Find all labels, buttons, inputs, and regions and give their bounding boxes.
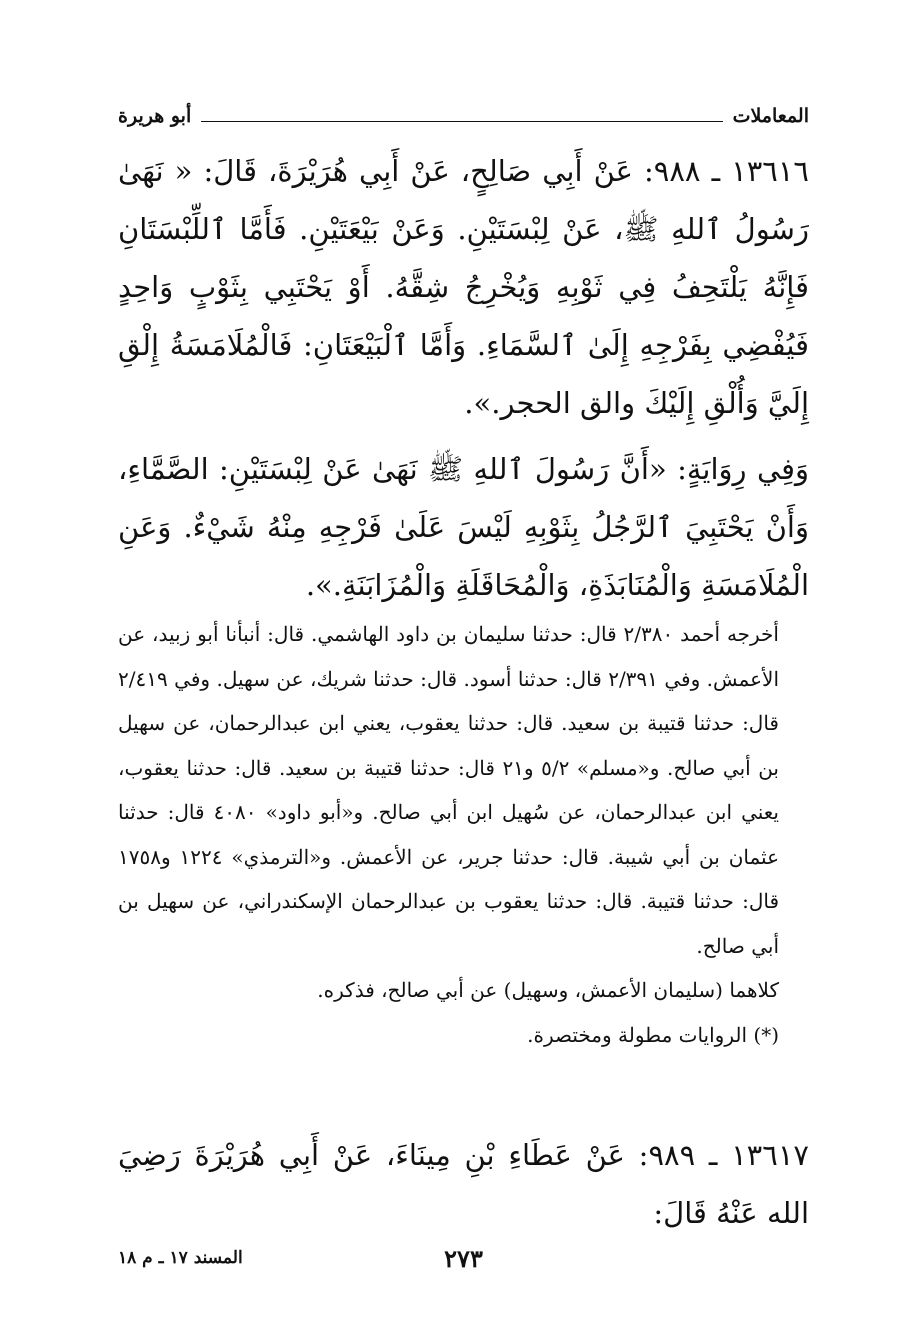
both-narrators-note: كلاهما (سليمان الأعمش، وسهيل) عن أبي صالح، فذكره. (317, 978, 779, 1002)
hadith-989 (118, 1126, 809, 1242)
narrator-name: أبو هريرة (118, 105, 192, 127)
remark-note: (*) الروايات مطولة ومختصرة. (527, 1022, 779, 1047)
running-header (118, 96, 809, 126)
printer-signature: المسند ١٧ ـ م ١٨ (118, 1248, 243, 1268)
page-number: ٢٧٣ (444, 1244, 483, 1273)
hadith-988-text: « نَهَىٰ رَسُولُ ٱللهِ ﷺ، عَنْ لِبْسَتَيْنِ. وَعَنْ بَيْعَتَيْنِ. فَأَمَّا ٱللِّبْسَتَانِ فَإِنَّهُ يَلْتَحِفُ فِي ثَوْبِهِ وَيُخْرِجُ شِقَّهُ. أَوْ يَحْتَبِي بِثَوْبٍ وَاحِدٍ فَيُفْضِي بِفَرْجِهِ إِلَىٰ ٱلسَّمَاءِ. وَأَمَّا ٱلْبَيْعَتَانِ: فَالْمُلَامَسَةُ إِلْقِ إِلَيَّ وَأُلْقِ إِلَيْكَ والق الحجر.». (118, 154, 809, 420)
takhrij-notes (118, 612, 809, 1057)
hadith-988 (118, 142, 809, 614)
hadith-988-opening: ١٣٦١٦ ـ ٩٨٨: عَنْ أَبِي صَالِحٍ، عَنْ أَبِي هُرَيْرَةَ، قَالَ: (203, 154, 810, 188)
header-rule (201, 121, 722, 122)
hadith-988-variant: وَفِي رِوَايَةٍ: «أَنَّ رَسُولَ ٱللهِ ﷺ نَهَىٰ عَنْ لِبْسَتَيْنِ: الصَّمَّاءِ، وَأَنْ يَحْتَبِيَ ٱلرَّجُلُ بِثَوْبِهِ لَيْسَ عَلَىٰ فَرْجِهِ مِنْهُ شَيْءٌ. وَعَنِ الْمُلَامَسَةِ وَالْمُنَابَذَةِ، وَالْمُحَاقَلَةِ وَالْمُزَابَنَةِ.». (118, 452, 809, 602)
page-footer (118, 1244, 809, 1274)
hadith-989-opening: ١٣٦١٧ ـ ٩٨٩: عَنْ عَطَاءِ بْنِ مِينَاءَ، عَنْ أَبِي هُرَيْرَةَ رَضِيَ الله عَنْهُ قَالَ: (118, 1138, 809, 1230)
takhrij-text: أخرجه أحمد ٢/٣٨٠ قال: حدثنا سليمان بن داود الهاشمي. قال: أنبأنا أبو زبيد، عن الأعمش. وفي ٢/٣٩١ قال: حدثنا أسود. قال: حدثنا شريك، عن سهيل. وفي ٢/٤١٩ قال: حدثنا قتيبة بن سعيد. قال: حدثنا يعقوب، يعني ابن عبدالرحمان، عن سهيل بن أبي صالح. و«مسلم» ٥/٢ و٢١ قال: حدثنا قتيبة بن سعيد. قال: حدثنا يعقوب، يعني ابن عبدالرحمان، عن سُهيل ابن أبي صالح. و«أبو داود» ٤٠٨٠ قال: حدثنا عثمان بن أبي شيبة. قال: حدثنا جرير، عن الأعمش. و«الترمذي» ١٢٢٤ و١٧٥٨ قال: حدثنا قتيبة. قال: حدثنا يعقوب بن عبدالرحمان الإسكندراني، عن سهيل بن أبي صالح. (118, 622, 780, 958)
chapter-title: المعاملات (732, 105, 809, 127)
hadith-988-body (118, 142, 809, 432)
